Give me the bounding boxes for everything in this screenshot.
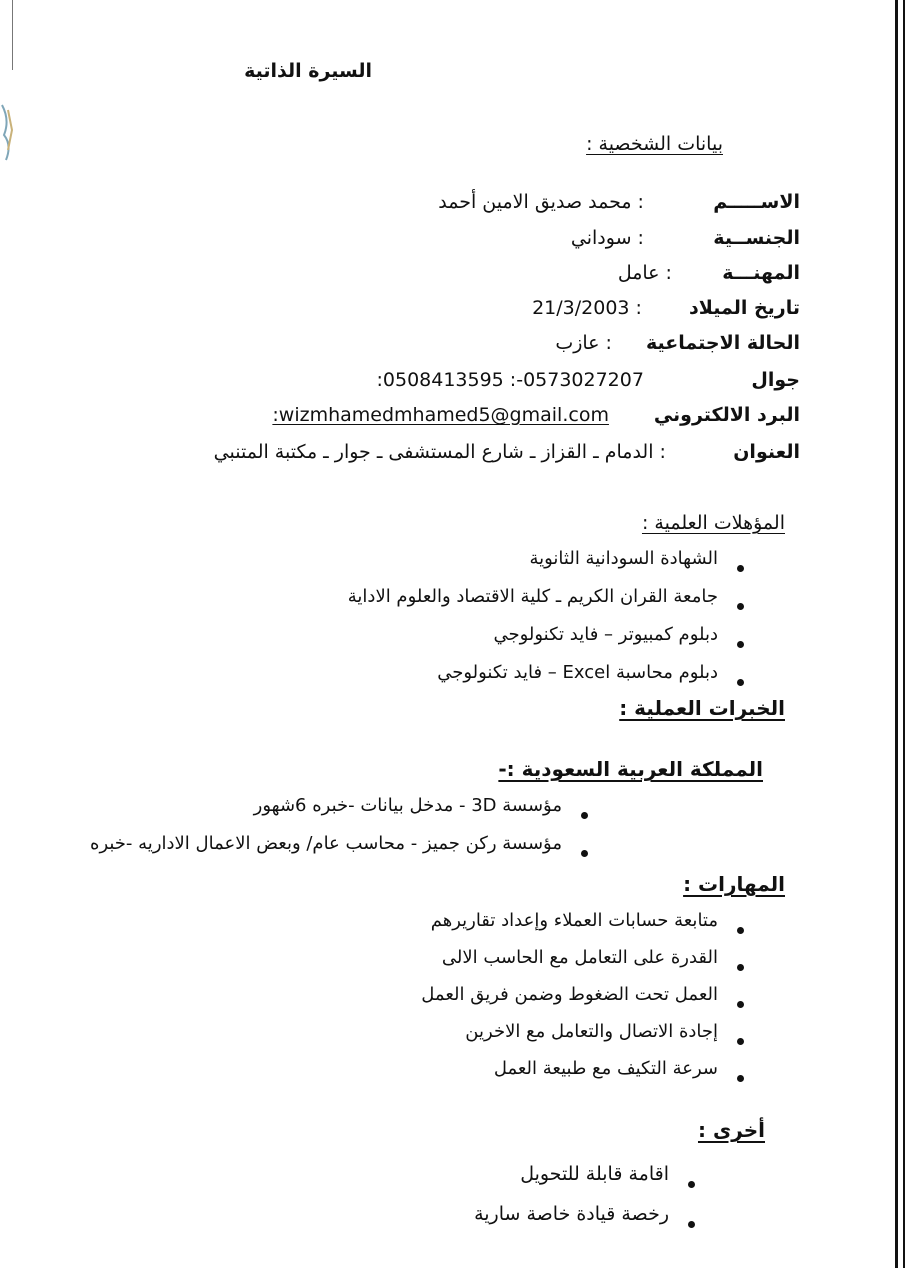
info-row-marital-status	[555, 332, 800, 362]
list-item: مؤسسة 3D - مدخل بيانات -خبره 6شهور	[90, 795, 596, 833]
marital-status-value: : عازب	[555, 332, 612, 354]
experience-heading: الخبرات العملية :	[619, 696, 785, 720]
nationality-value: : سوداني	[570, 227, 644, 249]
info-row-birthdate	[532, 297, 800, 327]
mobile-label: جوال	[751, 369, 800, 391]
personal-info-heading: بيانات الشخصية :	[586, 133, 723, 155]
list-item: العمل تحت الضغوط وضمن فريق العمل	[421, 984, 752, 1021]
birthdate-value: : 21/3/2003	[532, 297, 642, 319]
name-value: : محمد صديق الامين أحمد	[438, 191, 644, 213]
info-row-email	[272, 404, 800, 434]
birthdate-label: تاريخ الميلاد	[689, 297, 800, 319]
list-item: سرعة التكيف مع طبيعة العمل	[421, 1058, 752, 1095]
email-label: البرد الالكتروني	[653, 404, 800, 426]
experience-list	[90, 795, 596, 871]
list-item: إجادة الاتصال والتعامل مع الاخرين	[421, 1021, 752, 1058]
info-row-profession	[618, 262, 800, 292]
qualifications-heading: المؤهلات العلمية :	[641, 512, 785, 534]
experience-country-heading: المملكة العربية السعودية :-	[498, 757, 763, 781]
profession-label: المهنـــة	[722, 262, 800, 284]
list-item: القدرة على التعامل مع الحاسب الالى	[421, 947, 752, 984]
list-item: دبلوم محاسبة Excel – فايد تكنولوجي	[348, 662, 752, 700]
skills-heading: المهارات :	[683, 872, 785, 896]
mobile-value: :0508413595 :-0573027207	[376, 369, 644, 391]
list-item: رخصة قيادة خاصة سارية	[474, 1203, 703, 1243]
list-item: الشهادة السودانية الثانوية	[348, 548, 752, 586]
other-heading: أخرى :	[697, 1118, 765, 1142]
name-label: الاســـــم	[713, 191, 800, 213]
address-label: العنوان	[733, 441, 800, 463]
list-item: مؤسسة ركن جميز - محاسب عام/ وبعض الاعمال الاداريه -خبره	[90, 833, 596, 871]
marital-status-label: الحالة الاجتماعية	[646, 332, 800, 354]
left-edge-line	[12, 0, 13, 70]
profession-value: : عامل	[617, 262, 672, 284]
list-item: متابعة حسابات العملاء وإعداد تقاريرهم	[421, 910, 752, 947]
partial-logo-icon	[0, 100, 14, 170]
list-item: اقامة قابلة للتحويل	[474, 1163, 703, 1203]
cv-title: السيرة الذاتية	[244, 60, 372, 82]
info-row-nationality	[571, 227, 800, 257]
nationality-label: الجنســية	[713, 227, 800, 249]
info-row-mobile	[376, 369, 800, 399]
info-row-name	[438, 191, 800, 221]
other-list	[474, 1163, 703, 1243]
qualifications-list	[348, 548, 752, 700]
skills-list	[421, 910, 752, 1095]
address-value: : الدمام ـ القزاز ـ شارع المستشفى ـ جوار ـ مكتبة المتنبي	[213, 441, 666, 463]
info-row-address	[214, 441, 800, 471]
list-item: دبلوم كمبيوتر – فايد تكنولوجي	[348, 624, 752, 662]
email-value[interactable]: :wizmhamedmhamed5@gmail.com	[272, 404, 609, 426]
page-border-outer	[895, 0, 898, 1268]
list-item: جامعة القران الكريم ـ كلية الاقتصاد والعلوم الاداية	[348, 586, 752, 624]
page-border-inner	[903, 0, 905, 1268]
